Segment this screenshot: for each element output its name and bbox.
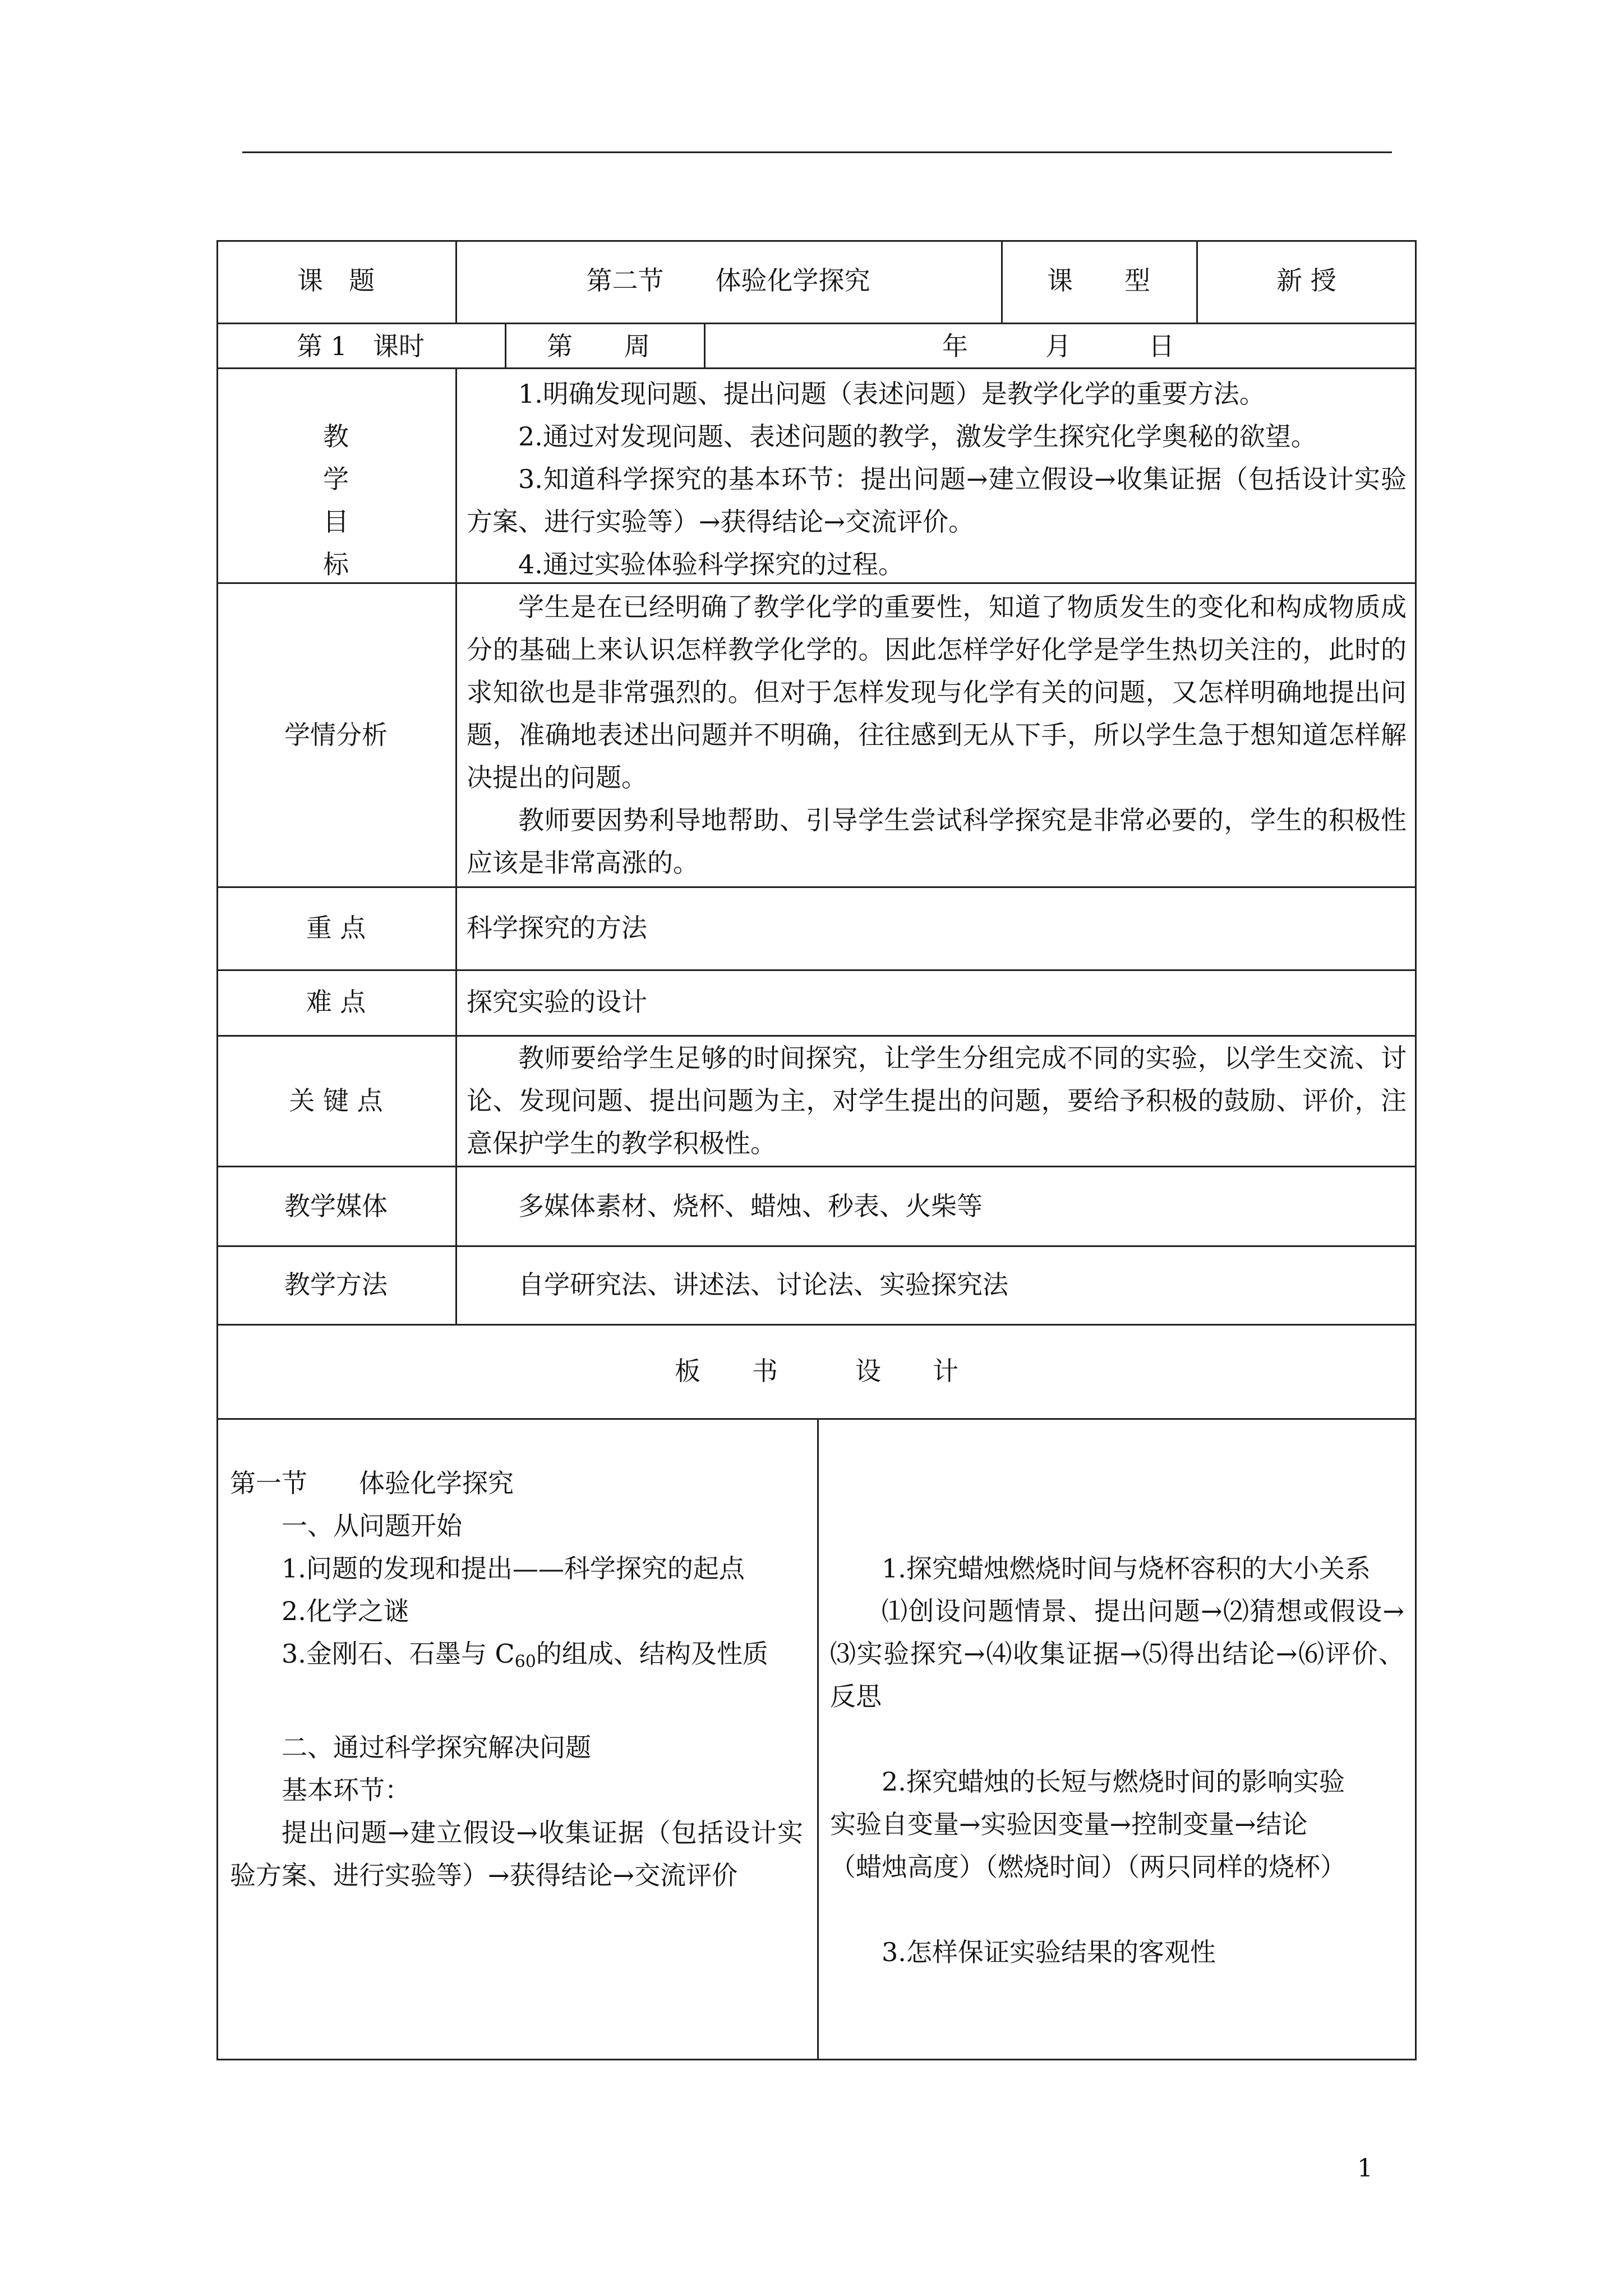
col-divider — [455, 367, 457, 1324]
row-divider — [216, 886, 1417, 888]
board-right-item: 1.探究蜡烛燃烧时间与烧杯容积的大小关系 — [882, 1553, 1371, 1584]
row-divider — [216, 1324, 1417, 1326]
row-divider — [216, 323, 1417, 324]
board-right-steps: ⑴创设问题情景、提出问题→⑵猜想或假设→⑶实验探究→⑷收集证据→⑸得出结论→⑹评价、反思 — [830, 1596, 1404, 1711]
formula-subscript: 60 — [514, 1652, 536, 1672]
objectives-label-char: 学 — [323, 464, 349, 494]
date-cell: 年 月 日 — [942, 331, 1174, 361]
objective-item: 1.明确发现问题、提出问题（表述问题）是教学化学的重要方法。 — [518, 379, 1265, 409]
analysis-paragraph: 教师要因势利导地帮助、引导学生尝试科学探究是非常必要的，学生的积极性应该是非常高涨的。 — [467, 805, 1407, 878]
board-part-one: 一、从问题开始 — [282, 1511, 462, 1541]
row-divider — [216, 1245, 1417, 1247]
objectives-list — [467, 372, 1407, 586]
spacer — [830, 1718, 1404, 1760]
header-rule — [242, 151, 1392, 153]
analysis-label: 学情分析 — [284, 720, 388, 750]
difficulty-value: 探究实验的设计 — [467, 987, 647, 1017]
row-divider — [216, 1418, 1417, 1420]
spacer — [230, 1683, 803, 1726]
lesson-type-label: 课 型 — [1047, 265, 1150, 296]
board-right-variable-notes: （蜡烛高度）（燃烧时间）（两只同样的烧杯） — [830, 1852, 1346, 1882]
methods-label: 教学方法 — [284, 1269, 388, 1300]
board-design-title: 板 书 设 计 — [675, 1356, 958, 1386]
objectives-label-char: 标 — [323, 549, 349, 579]
board-steps: 提出问题→建立假设→收集证据（包括设计实验方案、进行实验等）→获得结论→交流评价 — [230, 1818, 803, 1890]
objective-item: 4.通过实验体验科学探究的过程。 — [518, 549, 904, 579]
formula-suffix: 的组成、结构及性质 — [536, 1639, 768, 1669]
formula-prefix: 3.金刚石、石墨与 C — [282, 1639, 515, 1669]
board-left-item: 2.化学之谜 — [282, 1596, 409, 1626]
row-divider — [216, 367, 1417, 369]
page-number: 1 — [1357, 2154, 1373, 2183]
analysis-paragraph: 学生是在已经明确了教学化学的重要性，知道了物质发生的变化和构成物质成分的基础上来认识怎样教学化学的。因此怎样学好化学是学生热切关注的，此时的求知欲也是非常强烈的。但对于怎样发现与化学有关的问题，又怎样明确地提出问题，准确地表述出问题并不明确，往往感到无从下手，所以学生急于想知道怎样解决提出的问题。 — [467, 592, 1407, 793]
course-topic-label: 课 题 — [297, 265, 375, 296]
objective-item: 3.知道科学探究的基本环节：提出问题→建立假设→收集证据（包括设计实验方案、进行实验等）→获得结论→交流评价。 — [467, 464, 1407, 537]
row-divider — [216, 1166, 1417, 1167]
board-right-column — [830, 1547, 1404, 1973]
board-part-two: 二、通过科学探究解决问题 — [282, 1732, 591, 1763]
board-right-variables: 实验自变量→实验因变量→控制变量→结论 — [830, 1809, 1308, 1839]
week-cell: 第 周 — [547, 331, 650, 361]
objectives-label-char: 教 — [323, 421, 349, 452]
period-cell: 第 1 课时 — [297, 331, 425, 361]
objective-item: 2.通过对发现问题、表述问题的教学，激发学生探究化学奥秘的欲望。 — [518, 421, 1317, 452]
board-right-item: 2.探究蜡烛的长短与燃烧时间的影响实验 — [882, 1766, 1345, 1797]
board-right-item: 3.怎样保证实验结果的客观性 — [882, 1937, 1216, 1967]
spacer — [830, 1888, 1404, 1931]
difficulty-label: 难 点 — [306, 987, 366, 1017]
objectives-label-char: 目 — [323, 507, 349, 537]
methods-value: 自学研究法、讲述法、讨论法、实验探究法 — [518, 1269, 1008, 1300]
col-divider — [704, 323, 706, 367]
board-left-item: 1.问题的发现和提出——科学探究的起点 — [282, 1553, 745, 1584]
analysis-text — [467, 586, 1407, 884]
lesson-title: 第二节 体验化学探究 — [586, 265, 870, 296]
lesson-type-value: 新 授 — [1276, 265, 1336, 296]
crux-label: 关 键 点 — [289, 1085, 383, 1116]
col-divider — [817, 1418, 819, 2060]
crux-text — [467, 1037, 1407, 1165]
key-point-value: 科学探究的方法 — [467, 913, 647, 943]
key-point-label: 重 点 — [306, 913, 366, 943]
crux-value: 教师要给学生足够的时间探究，让学生分组完成不同的实验，以学生交流、讨论、发现问题、提出问题为主，对学生提出的问题，要给予积极的鼓励、评价，注意保护学生的教学积极性。 — [467, 1043, 1407, 1158]
media-label: 教学媒体 — [284, 1191, 388, 1221]
board-left-column — [230, 1462, 803, 1897]
col-divider — [505, 323, 506, 367]
media-value: 多媒体素材、烧杯、蜡烛、秒表、火柴等 — [518, 1191, 983, 1221]
board-left-heading: 第一节 体验化学探究 — [230, 1468, 514, 1498]
row-divider — [216, 969, 1417, 971]
board-steps-label: 基本环节： — [282, 1775, 411, 1805]
board-left-item-formula — [230, 1632, 803, 1683]
